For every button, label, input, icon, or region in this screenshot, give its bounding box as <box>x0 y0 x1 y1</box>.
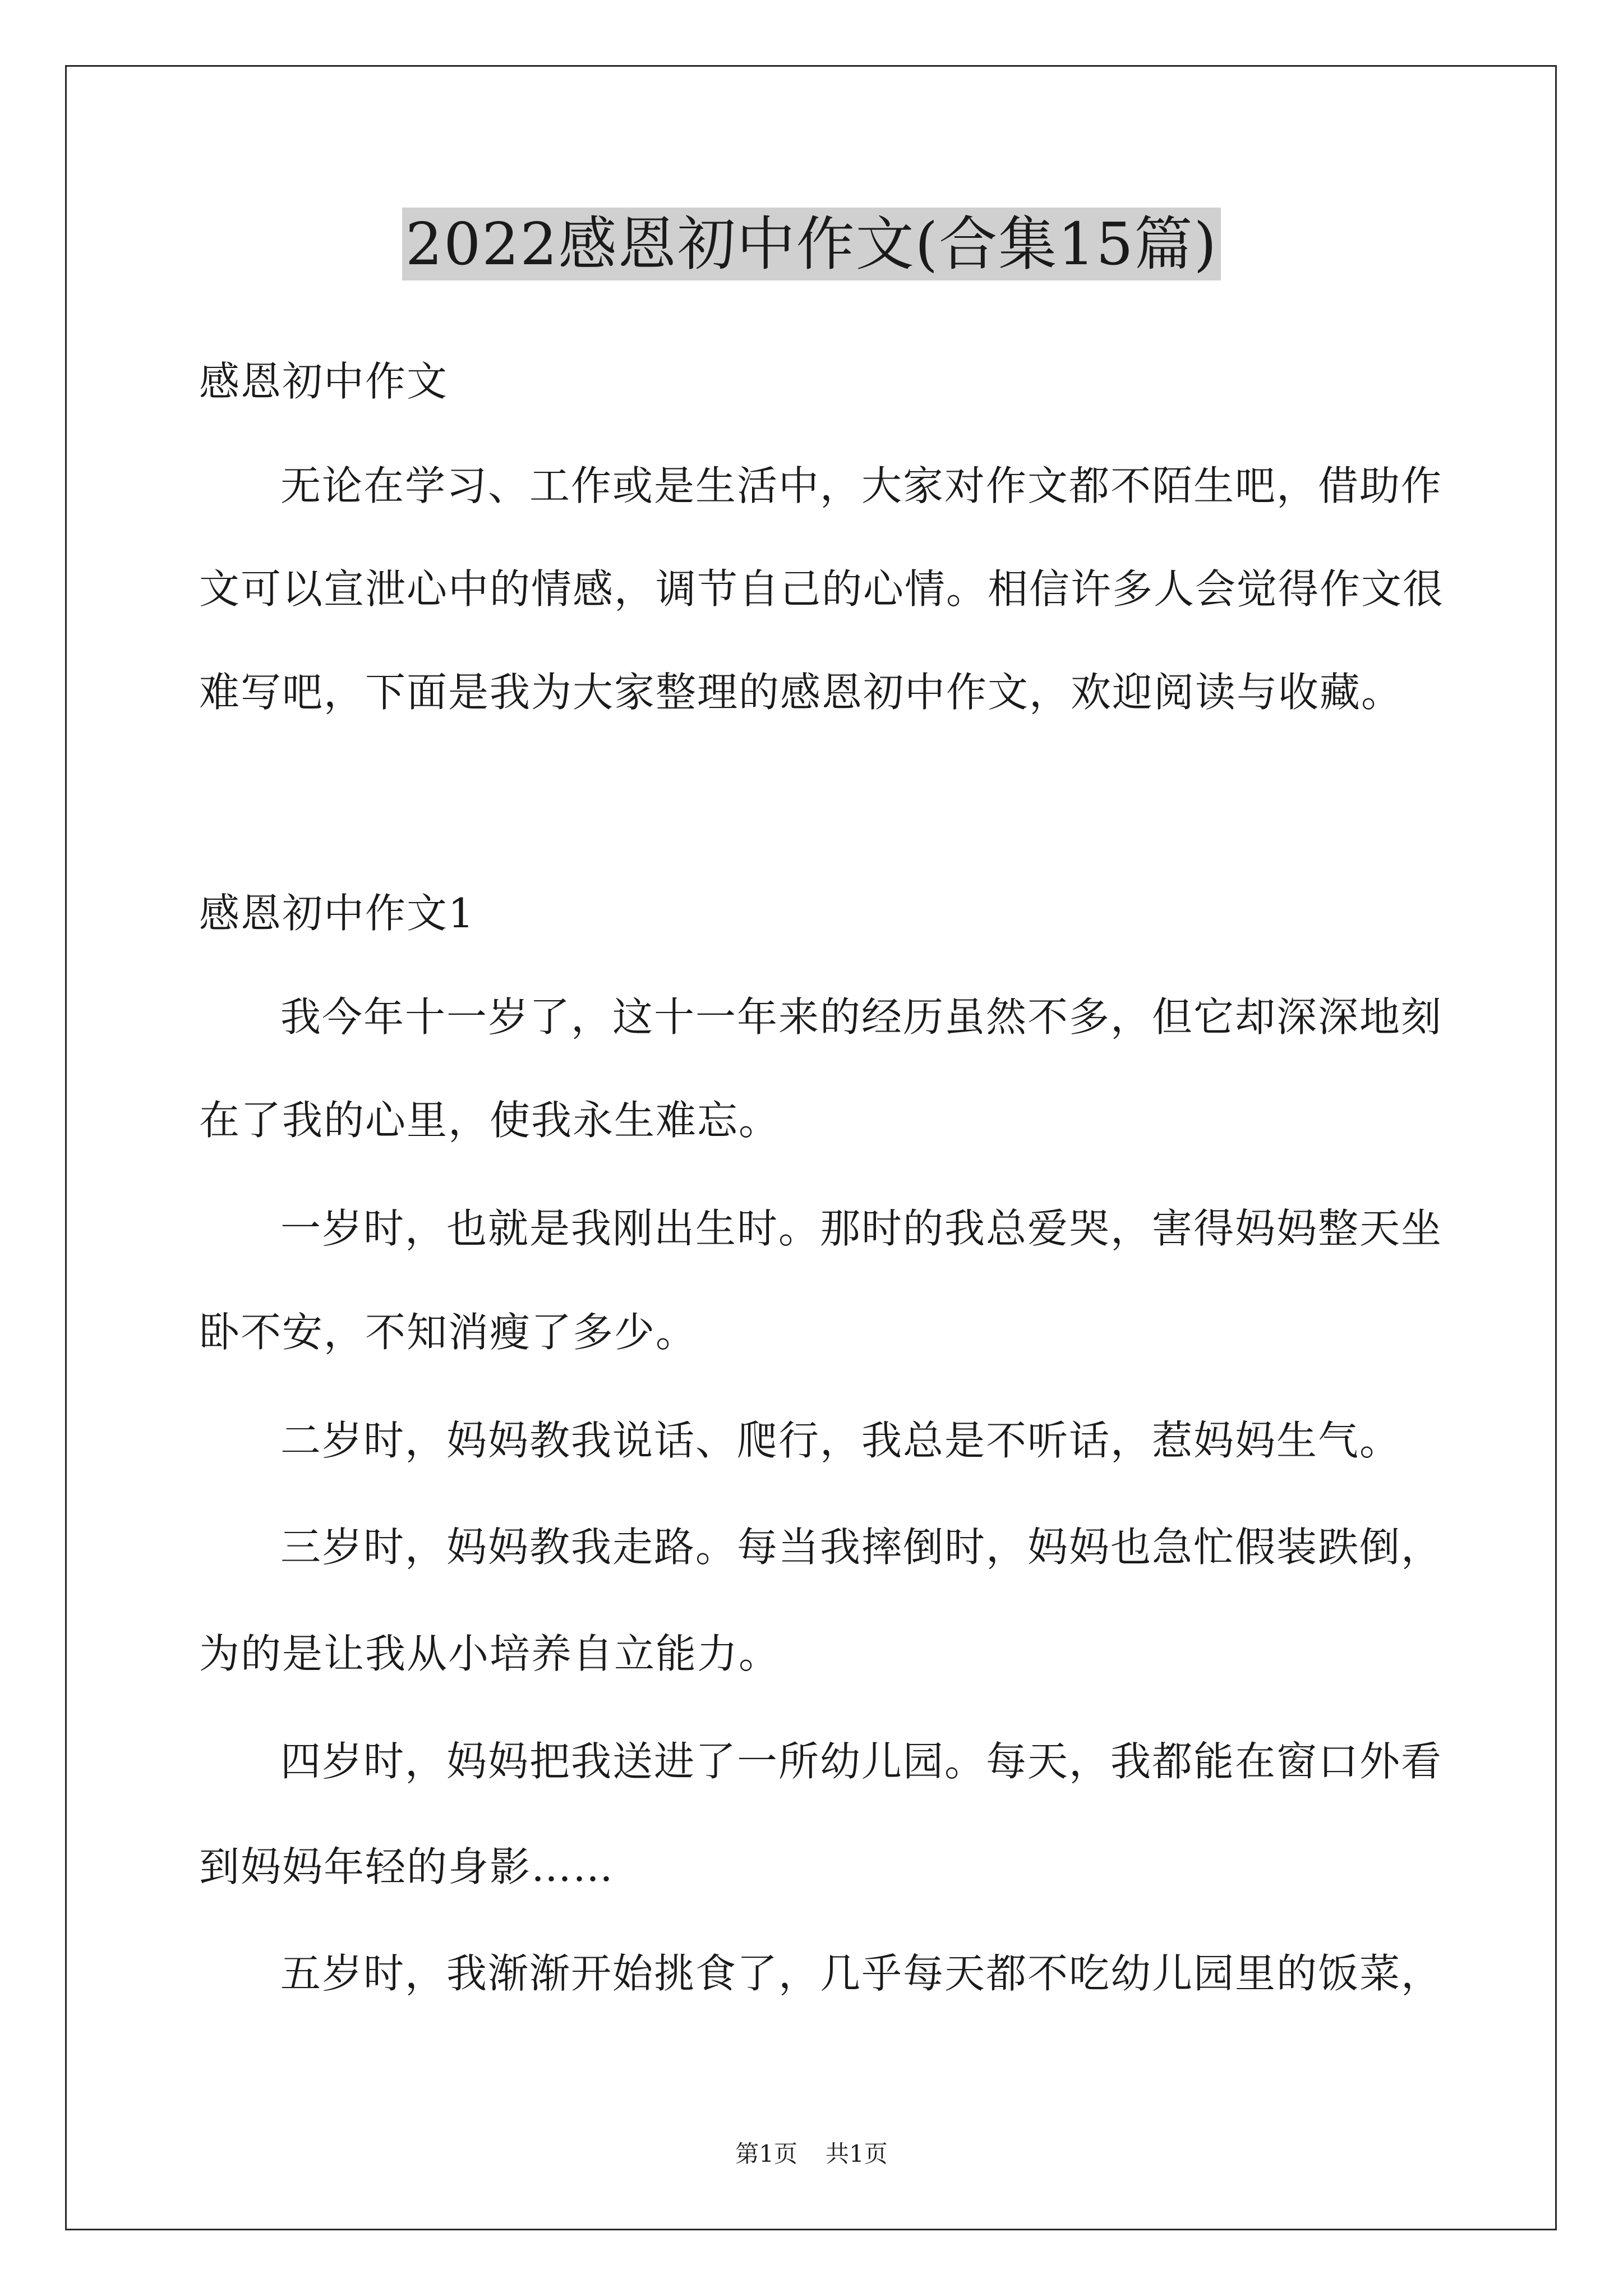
document-title: 2022感恩初中作文(合集15篇) <box>402 208 1221 280</box>
section-heading: 感恩初中作文 <box>199 358 449 405</box>
paragraph-line: 二岁时，妈妈教我说话、爬行，我总是不听话，惹妈妈生气。 <box>280 1417 1401 1464</box>
paragraph-line: 到妈妈年轻的身影…… <box>199 1843 615 1890</box>
paragraph-line: 在了我的心里，使我永生难忘。 <box>199 1097 781 1144</box>
paragraph-line: 一岁时，也就是我刚出生时。那时的我总爱哭，害得妈妈整天坐 <box>280 1205 1443 1252</box>
paragraph-line: 难写吧，下面是我为大家整理的感恩初中作文，欢迎阅读与收藏。 <box>199 669 1403 716</box>
paragraph-line: 四岁时，妈妈把我送进了一所幼儿园。每天，我都能在窗口外看 <box>280 1738 1443 1785</box>
title-container <box>0 208 1623 280</box>
paragraph-line: 卧不安，不知消瘦了多少。 <box>199 1309 698 1356</box>
paragraph-line: 三岁时，妈妈教我走路。每当我摔倒时，妈妈也急忙假装跌倒， <box>280 1524 1443 1571</box>
paragraph-line: 我今年十一岁了，这十一年来的经历虽然不多，但它却深深地刻 <box>280 993 1443 1041</box>
paragraph-line: 为的是让我从小培养自立能力。 <box>199 1630 781 1677</box>
essay-heading: 感恩初中作文1 <box>199 890 475 937</box>
page-footer <box>0 2137 1623 2171</box>
page-number-current: 第1页 <box>735 2140 797 2168</box>
paragraph-line: 无论在学习、工作或是生活中，大家对作文都不陌生吧，借助作 <box>280 462 1443 509</box>
paragraph-line: 文可以宣泄心中的情感，调节自己的心情。相信许多人会觉得作文很 <box>199 565 1445 613</box>
page-number-total: 共1页 <box>826 2140 888 2168</box>
paragraph-line: 五岁时，我渐渐开始挑食了，几乎每天都不吃幼儿园里的饭菜， <box>280 1950 1443 1997</box>
